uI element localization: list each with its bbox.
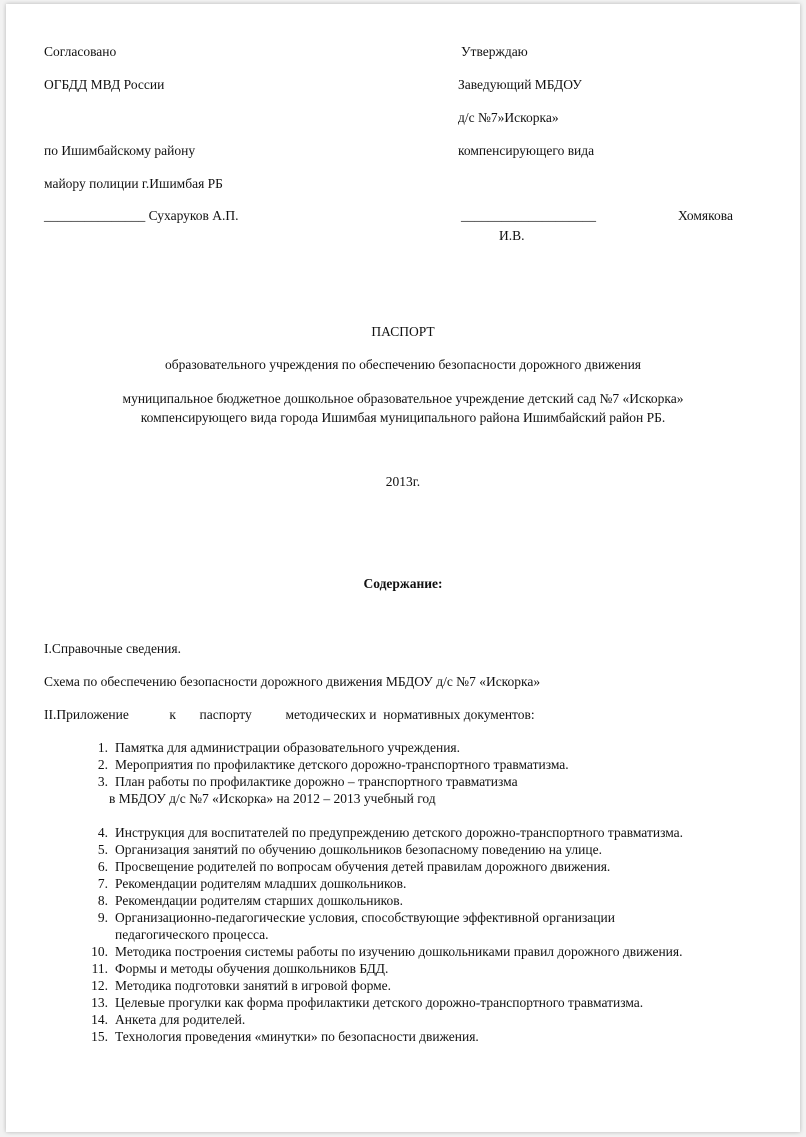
- list-item-number: 9.: [97, 910, 108, 925]
- list-item-text: План работы по профилактике дорожно – транспортного травматизма: [115, 774, 518, 789]
- list-item-text: Формы и методы обучения дошкольников БДД.: [115, 961, 389, 976]
- document-year: 2013г.: [385, 474, 421, 489]
- contents-list-item: [90, 841, 683, 858]
- list-item-text: Просвещение родителей по вопросам обучения детей правилам дорожного движения.: [115, 859, 611, 874]
- list-item-number: 14.: [91, 1012, 108, 1027]
- document-subtitle-2: муниципальное бюджетное дошкольное образовательное учреждение детский сад №7 «Искорка»: [122, 391, 684, 406]
- list-item-number: 12.: [91, 978, 108, 993]
- document-page: [6, 4, 800, 1132]
- list-item-text: Технология проведения «минутки» по безопасности движения.: [115, 1029, 479, 1044]
- list-item-text: Мероприятия по профилактике детского дорожно-транспортного травматизма.: [115, 757, 569, 772]
- list-item-number: 13.: [91, 995, 108, 1010]
- list-item-number: 15.: [91, 1029, 108, 1044]
- list-item-number: 11.: [91, 961, 108, 976]
- contents-section-2: II.Приложение к паспорту методических и нормативных документов:: [44, 707, 535, 722]
- approval-right-initials: И.В.: [499, 228, 525, 243]
- contents-list-item: [90, 909, 683, 943]
- contents-section-1: I.Справочные сведения.: [44, 641, 181, 656]
- contents-list-item: [90, 875, 683, 892]
- approval-right-signature-line: ____________________: [461, 208, 596, 223]
- list-item-text: Организация занятий по обучению дошкольников безопасному поведению на улице.: [115, 842, 602, 857]
- approval-right-line3: д/с №7»Искорка»: [458, 110, 559, 125]
- list-item-continuation: в МБДОУ д/с №7 «Искорка» на 2012 – 2013 учебный год: [109, 791, 436, 806]
- contents-list-item: [90, 1028, 683, 1045]
- list-item-text: Методика подготовки занятий в игровой форме.: [115, 978, 392, 993]
- approval-left-line1: Согласовано: [44, 44, 117, 59]
- contents-list-item: [90, 892, 683, 909]
- contents-list-item: [90, 773, 683, 807]
- contents-list-item: [90, 943, 683, 960]
- list-item-number: 1.: [97, 740, 108, 755]
- list-item-text: Рекомендации родителям младших дошкольников.: [115, 876, 407, 891]
- list-item-text: Анкета для родителей.: [115, 1012, 246, 1027]
- approval-left-line2: ОГБДД МВД России: [44, 77, 165, 92]
- list-item-text: Методика построения системы работы по изучению дошкольниками правил дорожного движения.: [115, 944, 683, 959]
- approval-left-signature: _______________ Сухаруков А.П.: [44, 208, 239, 223]
- contents-list-item: [90, 858, 683, 875]
- list-item-number: 5.: [97, 842, 108, 857]
- list-item-text: Инструкция для воспитателей по предупреждению детского дорожно-транспортного травматизма.: [115, 825, 684, 840]
- contents-scheme: Схема по обеспечению безопасности дорожного движения МБДОУ д/с №7 «Искорка»: [44, 674, 541, 689]
- list-item-text: Организационно-педагогические условия, способствующие эффективной организации: [115, 910, 615, 925]
- contents-list-item: [90, 739, 683, 756]
- approval-left-line4: майору полиции г.Ишимбая РБ: [44, 176, 223, 191]
- contents-heading: Содержание:: [363, 576, 443, 591]
- list-item-number: 4.: [97, 825, 108, 840]
- contents-list: [90, 739, 683, 1045]
- list-item-number: 2.: [97, 757, 108, 772]
- list-item-number: 6.: [97, 859, 108, 874]
- list-item-text: Целевые прогулки как форма профилактики детского дорожно-транспортного травматизма.: [115, 995, 644, 1010]
- approval-left-line3: по Ишимбайскому району: [44, 143, 196, 158]
- approval-right-surname: Хомякова: [678, 208, 733, 223]
- list-item-number: 3.: [97, 774, 108, 789]
- contents-list-item: [90, 1011, 683, 1028]
- contents-list-item: [90, 994, 683, 1011]
- contents-list-item: [90, 960, 683, 977]
- document-title: ПАСПОРТ: [371, 324, 435, 339]
- list-item-text: Рекомендации родителям старших дошкольников.: [115, 893, 404, 908]
- document-subtitle-3: компенсирующего вида города Ишимбая муниципального района Ишимбайский район РБ.: [140, 410, 666, 425]
- approval-right-line4: компенсирующего вида: [458, 143, 595, 158]
- list-item-number: 7.: [97, 876, 108, 891]
- list-item-number: 8.: [97, 893, 108, 908]
- list-item-continuation: педагогического процесса.: [115, 927, 269, 942]
- contents-list-item: [90, 756, 683, 773]
- document-subtitle-1: образовательного учреждения по обеспечению безопасности дорожного движения: [164, 357, 641, 372]
- list-item-number: 10.: [91, 944, 108, 959]
- contents-list-item: [90, 824, 683, 841]
- contents-list-item: [90, 977, 683, 994]
- approval-right-line2: Заведующий МБДОУ: [458, 77, 582, 92]
- list-item-text: Памятка для администрации образовательного учреждения.: [115, 740, 461, 755]
- approval-right-line1: Утверждаю: [461, 44, 528, 59]
